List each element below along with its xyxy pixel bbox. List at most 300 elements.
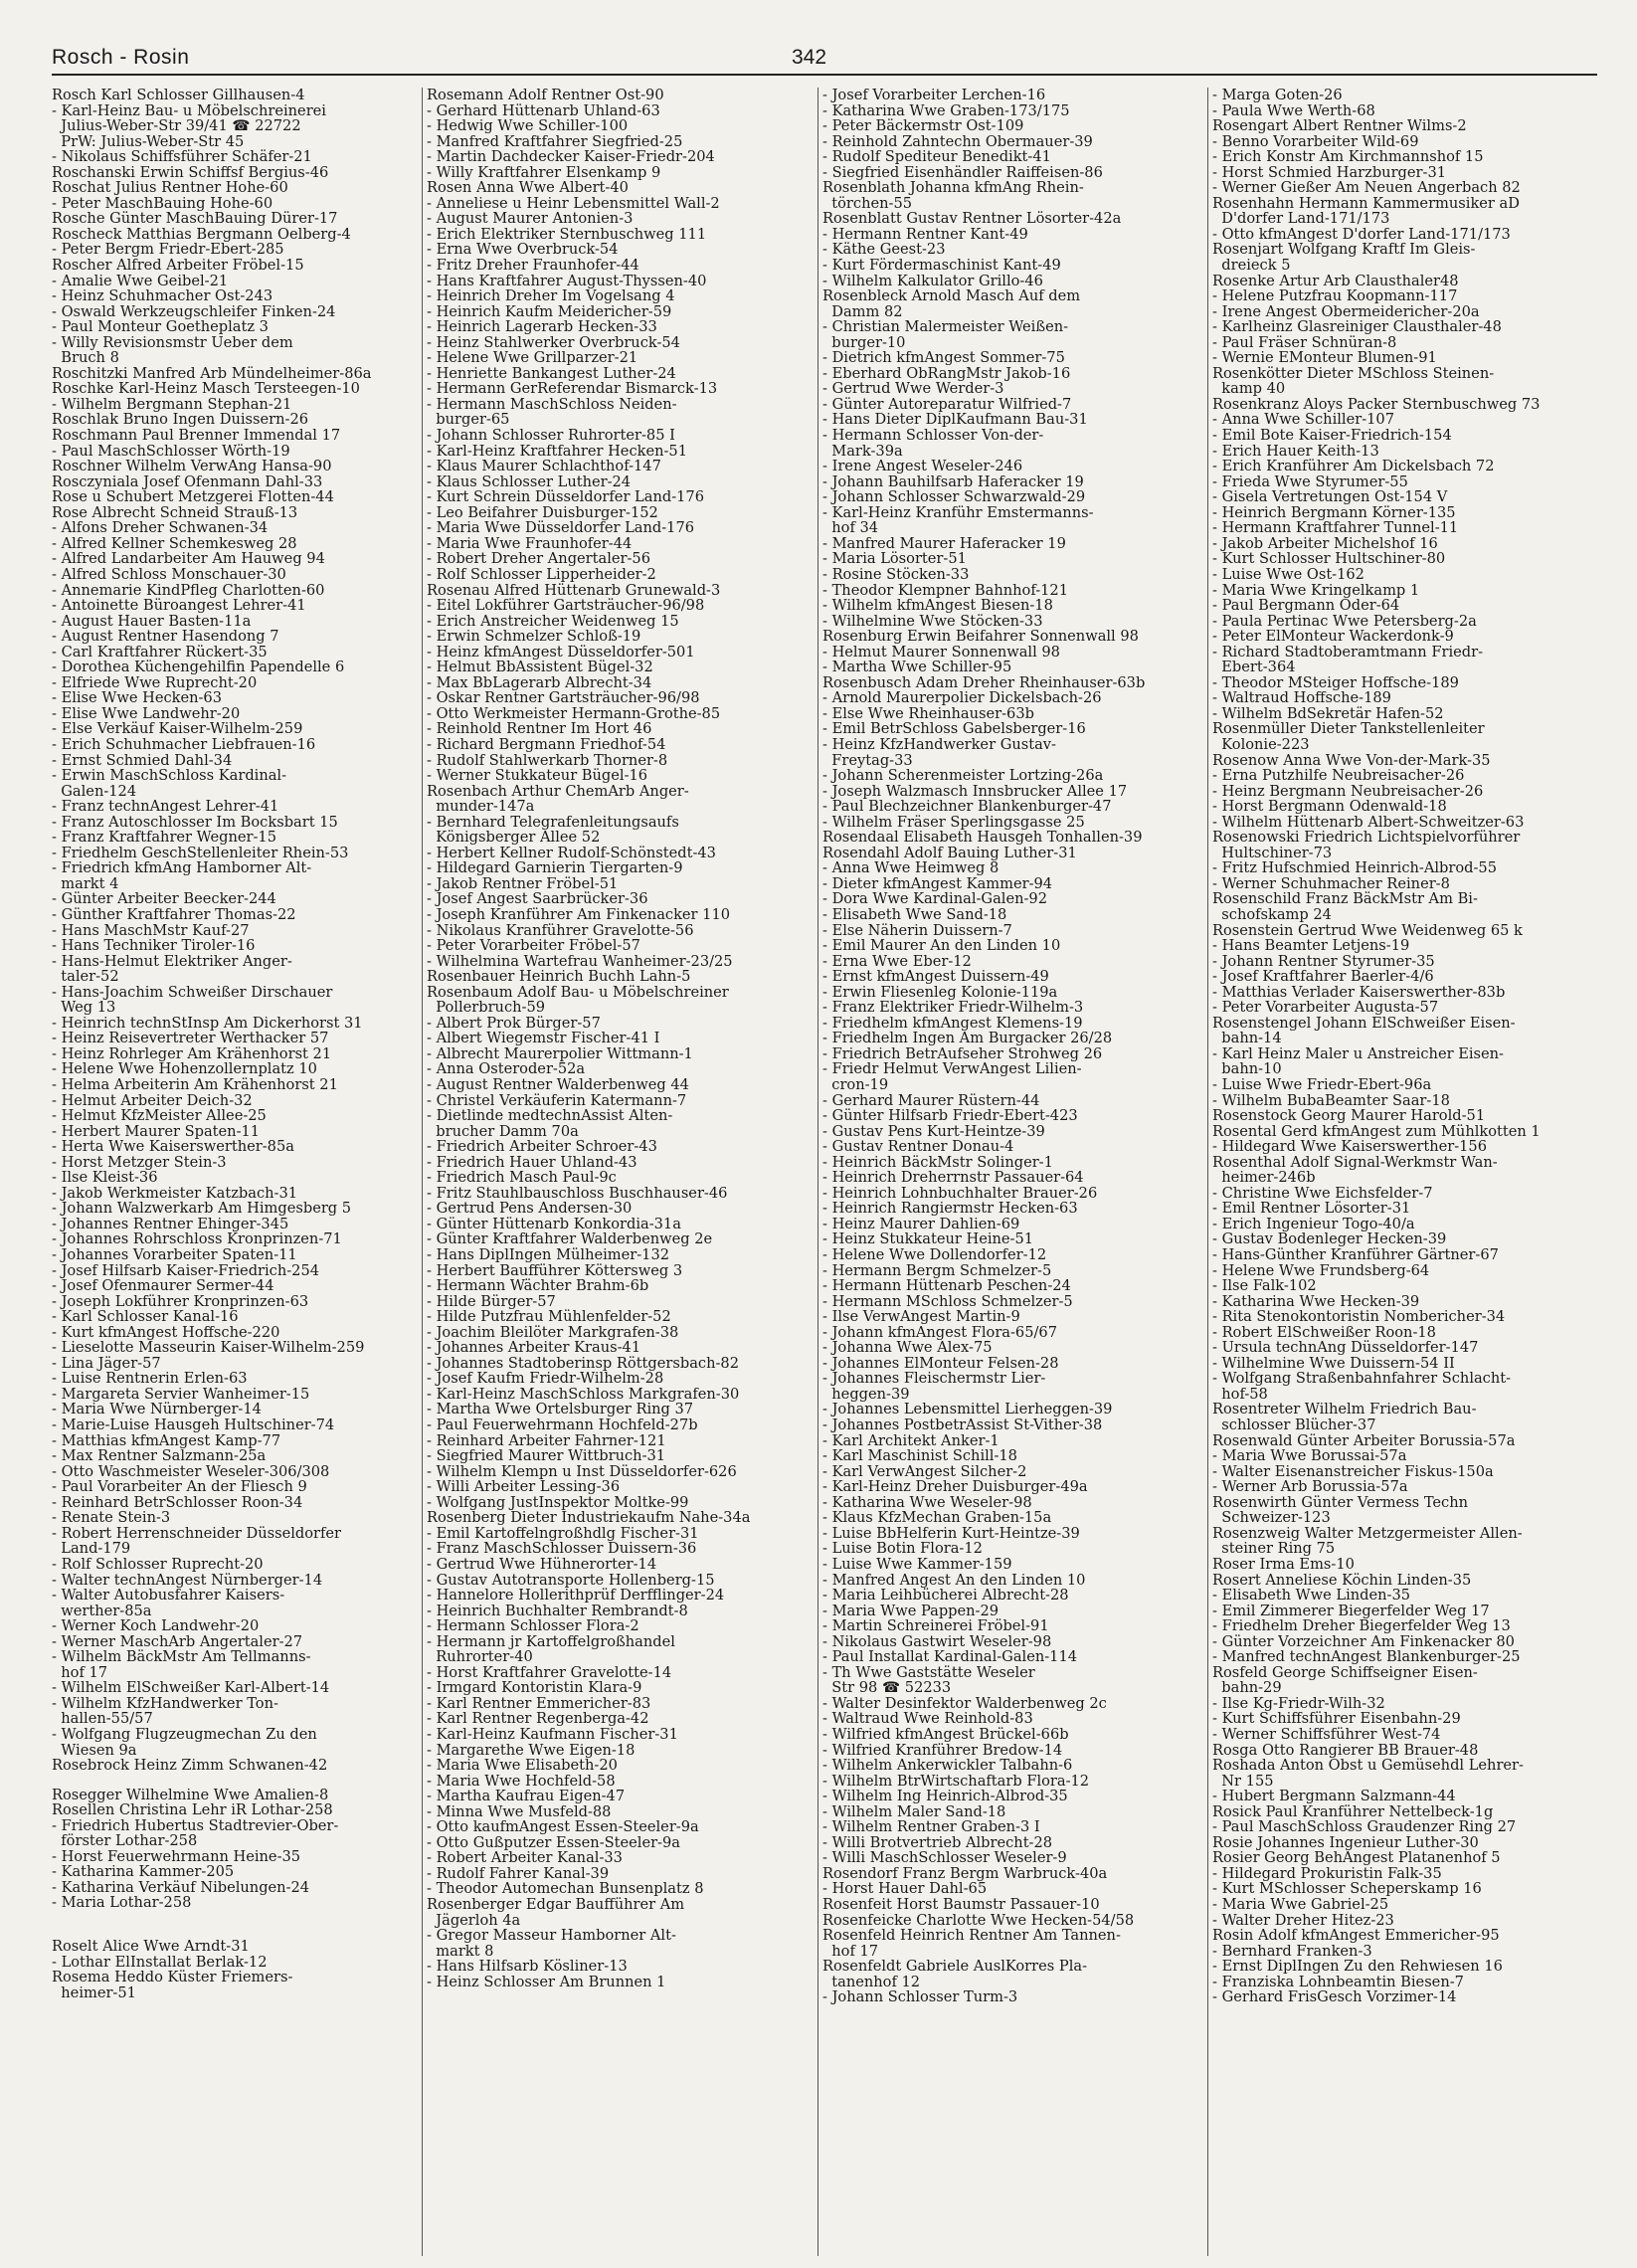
directory-entry: - Friedhelm kfmAngest Klemens-19 [822, 1014, 1083, 1032]
directory-entry: - Hermann GerReferendar Bismarck-13 [427, 380, 718, 398]
directory-entry: Rosier Georg BehAngest Platanenhof 5 [1212, 1849, 1501, 1867]
directory-entry: - Karl-Heinz Kaufmann Fischer-31 [427, 1725, 678, 1743]
directory-entry: - Heinrich Bergmann Körner-135 [1212, 503, 1456, 521]
directory-entry: - Wilhelm Klempn u Inst Düsseldorfer-626 [427, 1462, 737, 1480]
directory-entry: - Johann Schlosser Schwarzwald-29 [822, 488, 1086, 506]
directory-entry: - Fritz Stauhlbauschloss Buschhauser-46 [427, 1184, 728, 1202]
directory-entry: - Heinrich Rangiermstr Hecken-63 [822, 1200, 1078, 1218]
directory-entry: - Hans MaschMstr Kauf-27 [52, 921, 250, 939]
directory-entry: - August Rentner Walderbenweg 44 [427, 1076, 689, 1093]
directory-entry: - Eitel Lokführer Gartsträucher-96/98 [427, 597, 705, 615]
directory-entry: - Renate Stein-3 [52, 1509, 171, 1527]
directory-entry: - Hans-Joachim Schweißer Dirschauer [52, 983, 333, 1001]
directory-entry: kamp 40 [1212, 380, 1286, 398]
directory-entry: - Johann kfmAngest Flora-65/67 [822, 1323, 1057, 1341]
directory-entry: - Dietlinde medtechnAssist Alten- [427, 1107, 673, 1125]
directory-entry: - Paula Pertinac Wwe Petersberg-2a [1212, 612, 1477, 630]
directory-entry: markt 8 [427, 1942, 494, 1960]
directory-entry: - Elise Wwe Hecken-63 [52, 689, 223, 707]
directory-entry: - Emil Kartoffelngroßhdlg Fischer-31 [427, 1524, 699, 1542]
directory-entry: Rosenmüller Dieter Tankstellenleiter [1212, 720, 1485, 738]
directory-entry: - Karl-Heinz Kranführ Emstermanns- [822, 503, 1094, 521]
directory-entry: - Karl Maschinist Schill-18 [822, 1447, 1017, 1465]
directory-entry: - Heinrich Dreher Im Vogelsang 4 [427, 287, 675, 305]
directory-entry: - Heinrich Dreherrnstr Passauer-64 [822, 1169, 1084, 1187]
directory-entry: - Dora Wwe Kardinal-Galen-92 [822, 890, 1047, 908]
directory-entry: - Manfred Angest An den Linden 10 [822, 1571, 1086, 1589]
directory-entry: hof 17 [52, 1663, 108, 1681]
directory-entry: - Wilhelm Hüttenarb Albert-Schweitzer-63 [1212, 813, 1525, 831]
directory-entry: - Heinrich Lagerarb Hecken-33 [427, 318, 657, 336]
directory-entry: bahn-29 [1212, 1679, 1282, 1697]
directory-entry: Rosenhahn Hermann Kammermusiker aD [1212, 194, 1520, 212]
directory-entry [52, 1925, 414, 1939]
directory-entry: Bruch 8 [52, 349, 119, 367]
directory-entry: - Erich Elektriker Sternbuschweg 111 [427, 225, 707, 243]
directory-entry: - Wilhelm Rentner Graben-3 I [822, 1818, 1040, 1836]
directory-entry: förster Lothar-258 [52, 1832, 198, 1850]
directory-entry: - Friedrich BetrAufseher Strohweg 26 [822, 1044, 1103, 1062]
directory-entry: - Irene Angest Obermeidericher-20a [1212, 302, 1480, 320]
directory-entry: - Richard Stadtoberamtmann Friedr- [1212, 643, 1484, 661]
directory-entry: - Katharina Kammer-205 [52, 1863, 235, 1881]
directory-column-3 [818, 88, 1202, 2256]
directory-entry: - Franziska Lohnbeamtin Biesen-7 [1212, 1973, 1464, 1990]
directory-entry: Rosegger Wilhelmine Wwe Amalien-8 [52, 1786, 329, 1803]
directory-entry: - Rita Stenokontoristin Nombericher-34 [1212, 1308, 1506, 1326]
directory-entry: - Margareta Servier Wanheimer-15 [52, 1385, 310, 1403]
directory-entry: - Wilhelm Kalkulator Grillo-46 [822, 272, 1043, 289]
directory-entry: - Wernie EMonteur Blumen-91 [1212, 349, 1437, 367]
directory-entry: - Hermann Schlosser Von-der- [822, 427, 1044, 445]
directory-entry: - Johannes Stadtoberinsp Röttgersbach-82 [427, 1354, 739, 1372]
directory-entry: - Johann Scherenmeister Lortzing-26a [822, 767, 1104, 785]
directory-entry: - Joseph Walzmasch Innsbrucker Allee 17 [822, 782, 1128, 800]
directory-entry: - Paul MaschSchloss Graudenzer Ring 27 [1212, 1818, 1517, 1836]
directory-entry: - Wilhelm Bergmann Stephan-21 [52, 395, 292, 413]
directory-entry: - Friedhelm Dreher Biegerfelder Weg 13 [1212, 1617, 1511, 1635]
directory-entry: - Wilhelm kfmAngest Biesen-18 [822, 597, 1053, 615]
directory-entry: - Horst Metzger Stein-3 [52, 1153, 227, 1171]
directory-entry: - Horst Hauer Dahl-65 [822, 1880, 988, 1898]
directory-entry: - Heinz Maurer Dahlien-69 [822, 1215, 1020, 1232]
directory-entry: - Arnold Maurerpolier Dickelsbach-26 [822, 689, 1102, 707]
directory-entry: Roser Irma Ems-10 [1212, 1555, 1355, 1573]
directory-entry: - Johann Bauhilfsarb Haferacker 19 [822, 472, 1084, 490]
directory-entry: - Gerhard FrisGesch Vorzimer-14 [1212, 1988, 1457, 2006]
directory-entry: - Wilhelm BdSekretär Hafen-52 [1212, 704, 1444, 722]
directory-entry: hof 34 [822, 519, 879, 537]
directory-entry: - Amalie Wwe Geibel-21 [52, 272, 229, 289]
directory-entry: - Johannes Arbeiter Kraus-41 [427, 1339, 641, 1357]
directory-entry: - Josef Angest Saarbrücker-36 [427, 890, 648, 908]
directory-entry: - Johannes Vorarbeiter Spaten-11 [52, 1246, 297, 1264]
directory-entry: - Wilhelm ElSchweißer Karl-Albert-14 [52, 1679, 330, 1697]
directory-entry: - Robert Herrenschneider Düsseldorfer [52, 1524, 342, 1542]
directory-entry: - Hilde Putzfrau Mühlenfelder-52 [427, 1308, 671, 1326]
directory-entry: - Wilhelm Ing Heinrich-Albrod-35 [822, 1788, 1068, 1805]
directory-entry: heimer-246b [1212, 1169, 1316, 1187]
directory-entry: - Lina Jäger-57 [52, 1354, 161, 1372]
directory-entry: - Helene Wwe Dollendorfer-12 [822, 1246, 1047, 1264]
directory-entry: Rosenzweig Walter Metzgermeister Allen- [1212, 1524, 1523, 1542]
directory-entry: - Gerhard Maurer Rüstern-44 [822, 1091, 1040, 1109]
directory-entry: cron-19 [822, 1076, 889, 1093]
directory-entry: - Maria Wwe Fraunhofer-44 [427, 534, 633, 552]
directory-columns [52, 88, 1603, 2256]
directory-entry: - Gregor Masseur Hamborner Alt- [427, 1927, 676, 1945]
directory-entry: - Katharina Verkäuf Nibelungen-24 [52, 1878, 310, 1896]
directory-entry: Rosenschild Franz BäckMstr Am Bi- [1212, 890, 1478, 908]
directory-entry: - Karl-Heinz Bau- u Möbelschreinerei [52, 101, 326, 119]
directory-entry: - Hans-Günther Kranführer Gärtner-67 [1212, 1246, 1499, 1264]
directory-entry: - Paul MaschSchlosser Wörth-19 [52, 442, 290, 460]
directory-entry: - Elfriede Wwe Ruprecht-20 [52, 673, 258, 691]
directory-entry: - Wilhelmina Wartefrau Wanheimer-23/25 [427, 952, 733, 970]
directory-entry: - Heinz KfzHandwerker Gustav- [822, 735, 1056, 753]
directory-entry: - Heinz Schuhmacher Ost-243 [52, 287, 273, 305]
directory-entry: - Heinz Stahlwerker Overbruck-54 [427, 333, 680, 351]
directory-entry: Pollerbruch-59 [427, 999, 546, 1017]
directory-entry: Rosenstengel Johann ElSchweißer Eisen- [1212, 1014, 1516, 1032]
directory-entry: Rose u Schubert Metzgerei Flotten-44 [52, 488, 334, 506]
directory-entry: Nr 155 [1212, 1772, 1274, 1790]
directory-entry: Damm 82 [822, 302, 903, 320]
directory-entry: - Robert Arbeiter Kanal-33 [427, 1849, 623, 1867]
directory-entry: - Helmut Arbeiter Deich-32 [52, 1091, 253, 1109]
directory-entry: - Josef Kraftfahrer Baerler-4/6 [1212, 968, 1434, 986]
directory-entry: - Helma Arbeiterin Am Krähenhorst 21 [52, 1076, 338, 1093]
directory-entry: - Otto Gußputzer Essen-Steeler-9a [427, 1833, 680, 1851]
directory-entry: - Wilhelmine Wwe Stöcken-33 [822, 612, 1043, 630]
directory-entry: - Martin Dachdecker Kaiser-Friedr-204 [427, 148, 715, 166]
directory-entry: - Albrecht Maurerpolier Wittmann-1 [427, 1044, 693, 1062]
directory-entry: - Paul Fräser Schnüran-8 [1212, 333, 1397, 351]
directory-entry: - Margarethe Wwe Eigen-18 [427, 1741, 636, 1759]
directory-entry: hof 17 [822, 1942, 879, 1960]
directory-entry: - Gertrud Wwe Werder-3 [822, 380, 1004, 398]
directory-entry: Rose Albrecht Schneid Strauß-13 [52, 503, 298, 521]
directory-entry: - Reinhard BetrSchlosser Roon-34 [52, 1493, 303, 1511]
directory-entry: - Siegfried Maurer Wittbruch-31 [427, 1447, 666, 1465]
directory-entry: - Wilhelm Ankerwickler Talbahn-6 [822, 1757, 1073, 1775]
directory-entry: Rosenow Anna Wwe Von-der-Mark-35 [1212, 751, 1491, 769]
directory-entry: - Karl Rentner Emmericher-83 [427, 1694, 651, 1712]
directory-entry: - Günter Hüttenarb Konkordia-31a [427, 1215, 681, 1232]
directory-entry: - Ilse Kg-Friedr-Wilh-32 [1212, 1694, 1385, 1712]
directory-entry: - Hermann Bergm Schmelzer-5 [822, 1261, 1052, 1279]
directory-entry: - Wilhelm BtrWirtschaftarb Flora-12 [822, 1772, 1090, 1790]
directory-entry: - Hildegard Garnierin Tiergarten-9 [427, 859, 683, 877]
directory-entry: - Hans Techniker Tiroler-16 [52, 937, 256, 955]
directory-entry: - Kurt Schrein Düsseldorfer Land-176 [427, 488, 704, 506]
directory-entry: - Rosine Stöcken-33 [822, 565, 970, 583]
directory-entry: - Lothar ElInstallat Berlak-12 [52, 1953, 268, 1971]
directory-entry: - Wilhelm KfzHandwerker Ton- [52, 1694, 278, 1712]
directory-entry: - Hermann Rentner Kant-49 [822, 225, 1028, 243]
directory-entry: - Martha Wwe Ortelsburger Ring 37 [427, 1401, 694, 1418]
directory-entry: - Wilfried Kranführer Bredow-14 [822, 1741, 1063, 1759]
directory-entry: - Elisabeth Wwe Sand-18 [822, 905, 1007, 923]
directory-entry: - Hildegard Prokuristin Falk-35 [1212, 1864, 1442, 1882]
directory-entry: - Carl Kraftfahrer Rückert-35 [52, 643, 268, 661]
directory-entry: Rosenstock Georg Maurer Harold-51 [1212, 1107, 1486, 1125]
directory-entry: Rosin Adolf kfmAngest Emmericher-95 [1212, 1927, 1500, 1945]
directory-entry: - Johann Schlosser Turm-3 [822, 1988, 1018, 2006]
directory-entry: - Hildegard Wwe Kaiserswerther-156 [1212, 1138, 1488, 1156]
directory-entry: - Leo Beifahrer Duisburger-152 [427, 503, 658, 521]
directory-entry: - Maria Wwe Kringelkamp 1 [1212, 581, 1420, 599]
directory-entry: - Friedhelm Ingen Am Burgacker 26/28 [822, 1030, 1113, 1047]
directory-entry: Rosema Heddo Küster Friemers- [52, 1969, 293, 1986]
directory-entry: Roschner Wilhelm VerwAng Hansa-90 [52, 458, 332, 475]
directory-entry: - Otto Werkmeister Hermann-Grothe-85 [427, 704, 721, 722]
directory-entry: - Johannes Lebensmittel Lierheggen-39 [822, 1401, 1113, 1418]
directory-entry: - Franz technAngest Lehrer-41 [52, 798, 279, 816]
directory-entry: - Luise Wwe Ost-162 [1212, 565, 1364, 583]
directory-entry: - Heinz Reisevertreter Werthacker 57 [52, 1030, 329, 1047]
directory-entry: - Maria Lösorter-51 [822, 550, 967, 568]
directory-entry: - Walter Desinfektor Walderbenweg 2c [822, 1694, 1107, 1712]
directory-entry: Str 98 ☎ 52233 [822, 1679, 952, 1697]
directory-entry: - Heinz Bergmann Neubreisacher-26 [1212, 782, 1484, 800]
directory-entry: - Wilhelmine Wwe Duissern-54 II [1212, 1354, 1455, 1372]
directory-entry: - Erwin Fliesenleg Kolonie-119a [822, 983, 1058, 1001]
directory-entry: - Erna Putzhilfe Neubreisacher-26 [1212, 767, 1465, 785]
directory-entry: Rosellen Christina Lehr iR Lothar-258 [52, 1801, 333, 1819]
directory-entry: - Heinrich BäckMstr Solinger-1 [822, 1153, 1053, 1171]
directory-entry: Roschitzki Manfred Arb Mündelheimer-86a [52, 364, 372, 382]
directory-entry: - Franz Autoschlosser Im Bocksbart 15 [52, 813, 338, 831]
directory-entry: - Johannes PostbetrAssist St-Vither-38 [822, 1417, 1103, 1434]
directory-entry: - Friedrich kfmAng Hamborner Alt- [52, 859, 312, 877]
directory-entry: - Willy Revisionsmstr Ueber dem [52, 333, 293, 351]
directory-entry: - Anna Osteroder-52a [427, 1060, 586, 1078]
directory-entry: - Gustav Autotransporte Hollenberg-15 [427, 1571, 715, 1589]
directory-entry: - Werner Schiffsführer West-74 [1212, 1725, 1441, 1743]
directory-entry: - Fritz Hufschmied Heinrich-Albrod-55 [1212, 859, 1497, 877]
directory-entry: - Hannelore Hollerithprüf Derfflinger-24 [427, 1587, 725, 1605]
directory-entry: - Nikolaus Gastwirt Weseler-98 [822, 1632, 1052, 1650]
directory-entry: - Rolf Schlosser Ruprecht-20 [52, 1555, 264, 1573]
directory-entry: - Ernst DiplIngen Zu den Rehwiesen 16 [1212, 1958, 1503, 1976]
directory-entry: Kolonie-223 [1212, 735, 1310, 753]
directory-entry: Rosch Karl Schlosser Gillhausen-4 [52, 88, 305, 103]
directory-entry: - Gustav Bodenleger Hecken-39 [1212, 1230, 1447, 1248]
directory-entry: Roscheck Matthias Bergmann Oelberg-4 [52, 225, 351, 243]
directory-entry: - Theodor Automechan Bunsenplatz 8 [427, 1880, 704, 1898]
directory-entry: - Richard Bergmann Friedhof-54 [427, 735, 666, 753]
directory-entry: - Benno Vorarbeiter Wild-69 [1212, 132, 1419, 150]
directory-entry: - Jakob Arbeiter Michelshof 16 [1212, 534, 1438, 552]
directory-entry: - Rudolf Spediteur Benedikt-41 [822, 148, 1051, 166]
directory-entry [52, 1911, 414, 1925]
directory-entry: - Emil Zimmerer Biegerfelder Weg 17 [1212, 1602, 1490, 1619]
directory-entry: - Heinz Stukkateur Heine-51 [822, 1230, 1034, 1248]
directory-entry: - Robert Dreher Angertaler-56 [427, 550, 651, 568]
directory-entry: - Horst Bergmann Odenwald-18 [1212, 798, 1447, 816]
directory-entry: - Friedrich Hubertus Stadtrevier-Ober- [52, 1816, 339, 1834]
directory-entry: - Hermann Hüttenarb Peschen-24 [822, 1277, 1071, 1295]
directory-entry: - Katharina Wwe Graben-173/175 [822, 101, 1070, 119]
directory-entry: - Werner Arb Borussia-57a [1212, 1478, 1408, 1496]
directory-entry: - Willi Brotvertrieb Albrecht-28 [822, 1833, 1053, 1851]
directory-entry: - Horst Schmied Harzburger-31 [1212, 163, 1447, 181]
directory-entry: - Erich Hauer Keith-13 [1212, 442, 1379, 460]
directory-entry: - Dieter kfmAngest Kammer-94 [822, 874, 1053, 892]
directory-entry: - Erich Ingenieur Togo-40/a [1212, 1215, 1415, 1232]
directory-entry: - Luise BbHelferin Kurt-Heintze-39 [822, 1524, 1080, 1542]
directory-entry: - Johanna Wwe Alex-75 [822, 1339, 993, 1357]
directory-entry: - Helmut Maurer Sonnenwall 98 [822, 643, 1060, 661]
directory-entry: - Rolf Schlosser Lipperheider-2 [427, 565, 656, 583]
directory-entry: bahn-14 [1212, 1030, 1282, 1047]
directory-entry: Rosendorf Franz Bergm Warbruck-40a [822, 1864, 1108, 1882]
directory-entry: - Wilhelm BäckMstr Am Tellmanns- [52, 1648, 311, 1666]
directory-entry: Rosemann Adolf Rentner Ost-90 [427, 88, 664, 103]
directory-entry: Rosenwald Günter Arbeiter Borussia-57a [1212, 1431, 1516, 1449]
directory-entry: - Peter ElMonteur Wackerdonk-9 [1212, 628, 1454, 646]
directory-entry: - Max BbLagerarb Albrecht-34 [427, 673, 652, 691]
directory-entry: Rosenberg Dieter Industriekaufm Nahe-34a [427, 1509, 751, 1527]
directory-entry: - Helene Putzfrau Koopmann-117 [1212, 287, 1458, 305]
directory-entry: Rosendaal Elisabeth Hausgeh Tonhallen-39 [822, 829, 1143, 847]
directory-entry: Rosenstein Gertrud Wwe Weidenweg 65 k [1212, 921, 1523, 939]
directory-entry: PrW: Julius-Weber-Str 45 [52, 132, 245, 150]
directory-entry: Rosenowski Friedrich Lichtspielvorführer [1212, 829, 1521, 847]
directory-entry: - Ilse Kleist-36 [52, 1169, 158, 1187]
directory-entry: - Ernst Schmied Dahl-34 [52, 751, 233, 769]
directory-entry: - Herbert Baufführer Köttersweg 3 [427, 1261, 683, 1279]
directory-entry: - Johannes Fleischermstr Lier- [822, 1370, 1046, 1388]
directory-entry: dreieck 5 [1212, 257, 1291, 275]
directory-entry: hof-58 [1212, 1385, 1268, 1403]
directory-entry: - Horst Feuerwehrmann Heine-35 [52, 1847, 301, 1865]
directory-entry: - Waltraud Hoffsche-189 [1212, 689, 1391, 707]
directory-entry: Rosert Anneliese Köchin Linden-35 [1212, 1571, 1472, 1589]
directory-entry: - Jakob Rentner Fröbel-51 [427, 874, 619, 892]
directory-entry: - Klaus KfzMechan Graben-15a [822, 1509, 1052, 1527]
directory-entry: Rosentreter Wilhelm Friedrich Bau- [1212, 1401, 1477, 1418]
directory-entry: - Peter MaschBauing Hohe-60 [52, 194, 273, 212]
directory-entry: - Walter Dreher Hitez-23 [1212, 1911, 1394, 1929]
directory-entry: - Lieselotte Masseurin Kaiser-Wilhelm-259 [52, 1339, 365, 1357]
directory-entry: - Emil Maurer An den Linden 10 [822, 937, 1061, 955]
directory-entry: - Emil Rentner Lösorter-31 [1212, 1200, 1411, 1218]
directory-entry: - Heinz Schlosser Am Brunnen 1 [427, 1973, 666, 1990]
directory-entry: - Hans Beamter Letjens-19 [1212, 937, 1410, 955]
directory-entry: - Johann Rentner Styrumer-35 [1212, 952, 1435, 970]
directory-entry: - Erwin Schmelzer Schloß-19 [427, 628, 641, 646]
directory-entry: - Siegfried Eisenhändler Raiffeisen-86 [822, 163, 1103, 181]
directory-entry: - Willi MaschSchlosser Weseler-9 [822, 1849, 1067, 1867]
directory-entry: - Heinrich technStInsp Am Dickerhorst 31 [52, 1014, 363, 1032]
directory-entry: Roschanski Erwin Schiffsf Bergius-46 [52, 163, 329, 181]
directory-entry: - Henriette Bankangest Luther-24 [427, 364, 676, 382]
directory-entry: heimer-51 [52, 1984, 136, 2001]
directory-entry: Rosenkranz Aloys Packer Sternbuschweg 73 [1212, 395, 1541, 413]
directory-entry: - Maria Wwe Pappen-29 [822, 1602, 1000, 1619]
page-number: 342 [792, 46, 827, 69]
directory-entry: - Joseph Kranführer Am Finkenacker 110 [427, 905, 731, 923]
directory-entry: - Katharina Wwe Hecken-39 [1212, 1292, 1420, 1310]
directory-entry: - Reinhard Arbeiter Fahrner-121 [427, 1431, 666, 1449]
directory-entry: - Elisabeth Wwe Linden-35 [1212, 1587, 1411, 1605]
directory-entry: - Irmgard Kontoristin Klara-9 [427, 1679, 642, 1697]
directory-entry: Freytag-33 [822, 751, 913, 769]
directory-entry: Rosenau Alfred Hüttenarb Grunewald-3 [427, 581, 721, 599]
directory-entry: Mark-39a [822, 442, 903, 460]
directory-entry: brucher Damm 70a [427, 1122, 579, 1140]
directory-entry: steiner Ring 75 [1212, 1540, 1336, 1558]
directory-entry: Weg 13 [52, 999, 116, 1017]
directory-entry: - Christian Malermeister Weißen- [822, 318, 1069, 336]
page-header [52, 40, 1597, 76]
directory-entry: - Ilse Falk-102 [1212, 1277, 1317, 1295]
directory-entry: - Kurt Schlosser Hultschiner-80 [1212, 550, 1446, 568]
directory-entry: burger-10 [822, 333, 906, 351]
directory-entry: - Otto kfmAngest D'dorfer Land-171/173 [1212, 225, 1511, 243]
directory-entry: - Dietrich kfmAngest Sommer-75 [822, 349, 1065, 367]
directory-entry: - Friedhelm GeschStellenleiter Rhein-53 [52, 844, 349, 861]
directory-entry: - Herbert Kellner Rudolf-Schönstedt-43 [427, 844, 716, 861]
directory-entry: Rosenbleck Arnold Masch Auf dem [822, 287, 1081, 305]
directory-entry: - Marie-Luise Hausgeh Hultschiner-74 [52, 1417, 335, 1434]
directory-entry: - Robert ElSchweißer Roon-18 [1212, 1323, 1436, 1341]
directory-entry: - Käthe Geest-23 [822, 241, 946, 259]
directory-entry: munder-147a [427, 798, 535, 816]
directory-entry: - Josef Ofenmaurer Sermer-44 [52, 1277, 274, 1295]
directory-entry: - Erich Schuhmacher Liebfrauen-16 [52, 735, 316, 753]
directory-entry: Rosenburg Erwin Beifahrer Sonnenwall 98 [822, 628, 1139, 646]
directory-entry: - Erich Kranführer Am Dickelsbach 72 [1212, 458, 1495, 475]
directory-entry: Rosengart Albert Rentner Wilms-2 [1212, 117, 1467, 135]
directory-entry: - Erwin MaschSchloss Kardinal- [52, 767, 287, 785]
directory-entry: Roshada Anton Obst u Gemüsehdl Lehrer- [1212, 1757, 1524, 1775]
directory-entry: burger-65 [427, 411, 510, 429]
directory-entry: - Paul Monteur Goetheplatz 3 [52, 318, 269, 336]
directory-entry: Schweizer-123 [1212, 1509, 1331, 1527]
directory-entry: - Maria Wwe Elisabeth-20 [427, 1757, 618, 1775]
directory-entry: - Elise Wwe Landwehr-20 [52, 704, 241, 722]
directory-entry: Rosenkötter Dieter MSchloss Steinen- [1212, 364, 1495, 382]
directory-entry: - Karlheinz Glasreiniger Clausthaler-48 [1212, 318, 1502, 336]
directory-entry: Roschat Julius Rentner Hohe-60 [52, 179, 288, 197]
directory-entry: - Günter Vorzeichner Am Finkenacker 80 [1212, 1632, 1515, 1650]
directory-entry: - Theodor Klempner Bahnhof-121 [822, 581, 1068, 599]
directory-entry: Land-179 [52, 1540, 131, 1558]
directory-entry: - Klaus Maurer Schlachthof-147 [427, 458, 661, 475]
directory-entry: Rosczyniala Josef Ofenmann Dahl-33 [52, 472, 323, 490]
header-name-range: Rosch - Rosin [52, 46, 190, 69]
directory-entry: Rosenbach Arthur ChemArb Anger- [427, 782, 689, 800]
directory-entry: - Martha Wwe Schiller-95 [822, 659, 1012, 676]
directory-entry: - Wolfgang JustInspektor Moltke-99 [427, 1493, 689, 1511]
directory-entry: - Theodor MSteiger Hoffsche-189 [1212, 673, 1459, 691]
directory-entry: - Paul Vorarbeiter An der Fliesch 9 [52, 1478, 307, 1496]
directory-entry: - Rudolf Fahrer Kanal-39 [427, 1864, 610, 1882]
directory-entry: - Paul Feuerwehrmann Hochfeld-27b [427, 1417, 698, 1434]
directory-entry: bahn-10 [1212, 1060, 1282, 1078]
directory-entry: - Friedrich Arbeiter Schroer-43 [427, 1138, 657, 1156]
directory-entry: - Manfred Maurer Haferacker 19 [822, 534, 1066, 552]
directory-entry: Galen-124 [52, 782, 137, 800]
directory-entry: - Bernhard Franken-3 [1212, 1942, 1372, 1960]
directory-entry: - Wilfried kfmAngest Brückel-66b [822, 1725, 1069, 1743]
directory-entry: - Franz Elektriker Friedr-Wilhelm-3 [822, 999, 1084, 1017]
directory-entry: Hultschiner-73 [1212, 844, 1333, 861]
directory-entry: - Herta Wwe Kaiserswerther-85a [52, 1138, 294, 1156]
